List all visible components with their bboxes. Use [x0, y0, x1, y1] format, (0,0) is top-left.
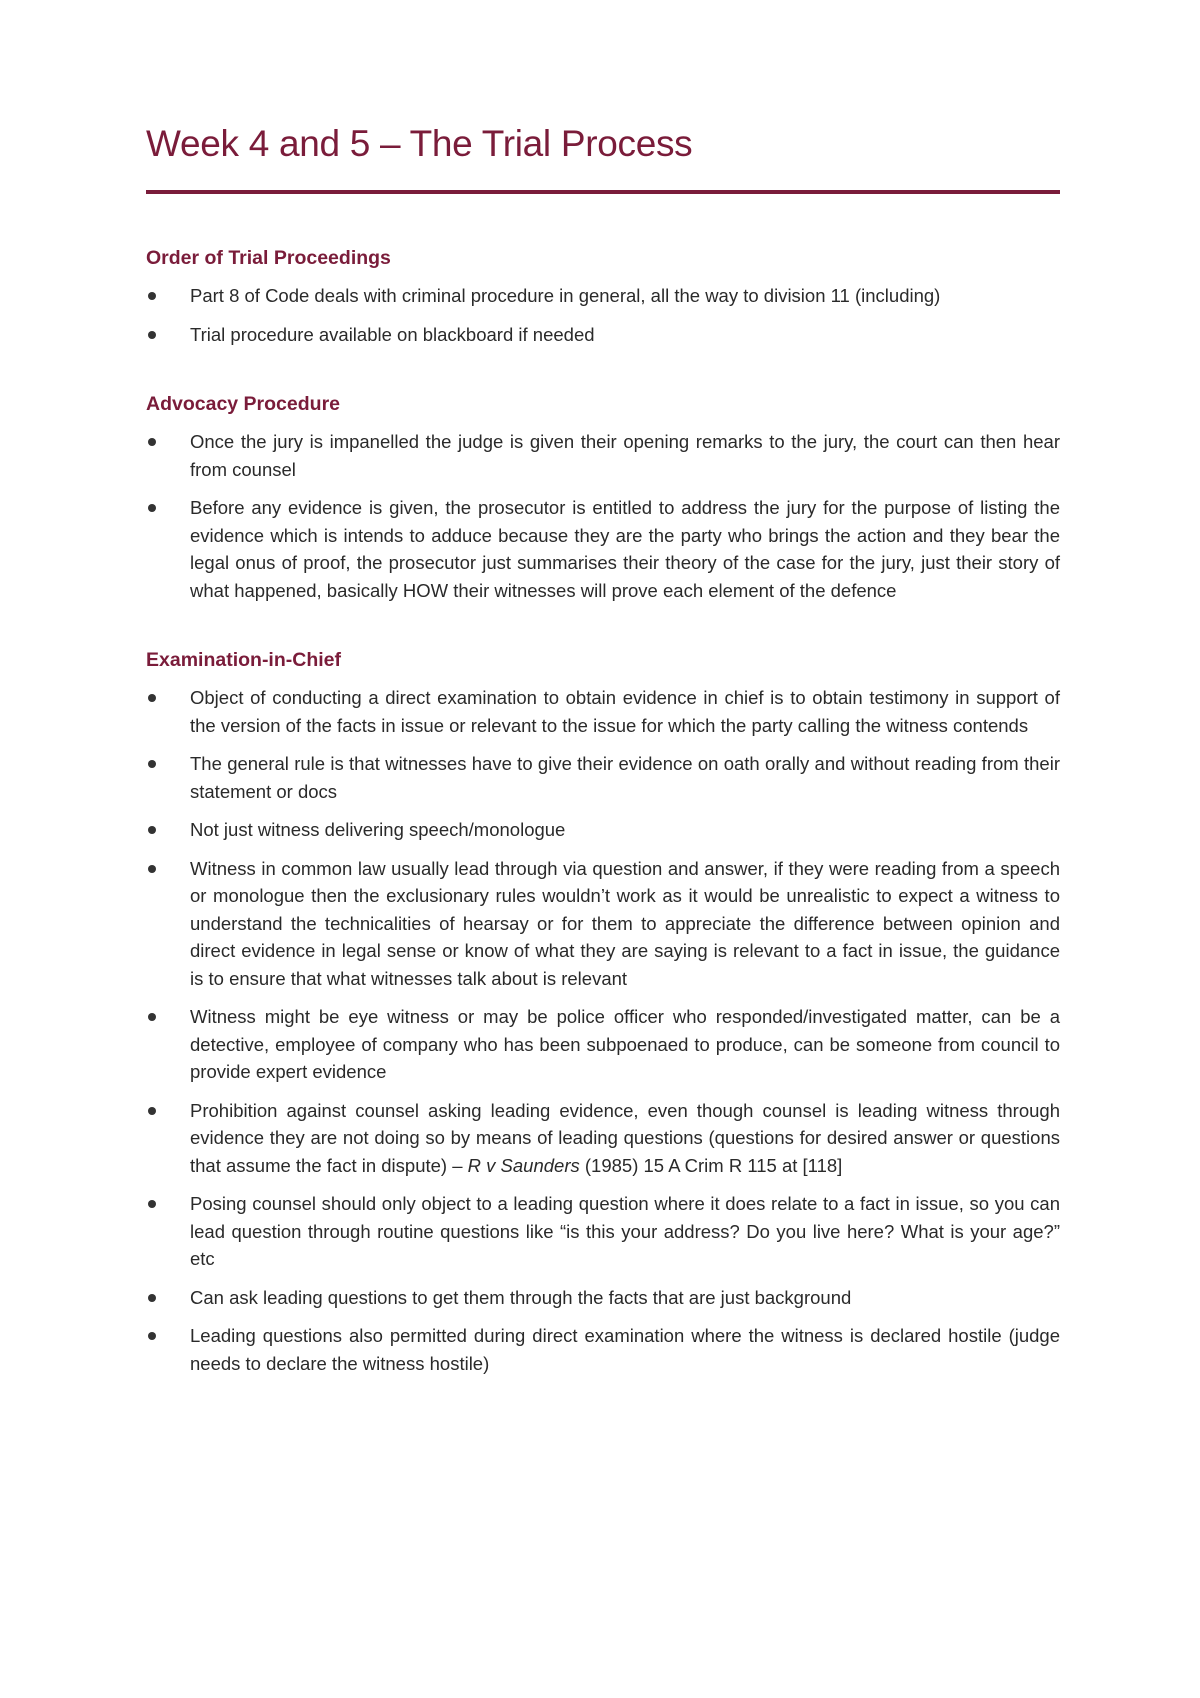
list-item-text: The general rule is that witnesses have to give their evidence on oath orally and without reading from their statement or docs: [190, 753, 1060, 802]
list-item: [146, 1003, 1060, 1086]
bullet-icon: [148, 760, 156, 768]
list-item-text: Part 8 of Code deals with criminal procedure in general, all the way to division 11 (including): [190, 285, 941, 306]
list-item: [146, 855, 1060, 993]
list-item: [146, 816, 1060, 844]
list-item-text: Leading questions also permitted during direct examination where the witness is declared hostile (judge needs to declare the witness hostile): [190, 1325, 1060, 1374]
bullet-icon: [148, 1107, 156, 1115]
bullet-icon: [148, 331, 156, 339]
section-heading: Examination-in-Chief: [146, 649, 342, 671]
list-item: [146, 684, 1060, 739]
section-advocacy-procedure: [146, 390, 1060, 604]
bullet-icon: [148, 1200, 156, 1208]
page-title: Week 4 and 5 – The Trial Process: [146, 123, 693, 164]
section-heading: Order of Trial Proceedings: [146, 247, 391, 269]
list-item: [146, 750, 1060, 805]
bullet-icon: [148, 1294, 156, 1302]
list-item-text: Once the jury is impanelled the judge is given their opening remarks to the jury, the court can then hear from counsel: [190, 431, 1060, 480]
list-item-text: Object of conducting a direct examination to obtain evidence in chief is to obtain testimony in support of the version of the facts in issue or relevant to the issue for which the party calling the witness contends: [190, 687, 1060, 736]
list-item: [146, 428, 1060, 483]
bullet-list: [146, 282, 1060, 348]
list-item-text: Witness might be eye witness or may be police officer who responded/investigated matter, can be a detective, employee of company who has been subpoenaed to produce, can be someone from council to provide expert evidence: [190, 1006, 1060, 1082]
list-item: [146, 1190, 1060, 1273]
list-item: [146, 1097, 1060, 1180]
bullet-list: [146, 684, 1060, 1377]
list-item-text: Trial procedure available on blackboard if needed: [190, 323, 595, 345]
bullet-icon: [148, 865, 156, 873]
bullet-icon: [148, 1332, 156, 1340]
list-item: [146, 1284, 1060, 1312]
bullet-icon: [148, 292, 156, 300]
list-item: [146, 494, 1060, 604]
bullet-icon: [148, 438, 156, 446]
list-item-text-after-case: (1985) 15 A Crim R 115 at [118]: [579, 1154, 843, 1176]
case-citation-name: R v Saunders: [467, 1154, 580, 1176]
bullet-icon: [148, 694, 156, 702]
bullet-icon: [148, 504, 156, 512]
list-item-text-before-case: Prohibition against counsel asking leading evidence, even though counsel is leading witness through evidence they are not doing so by means of leading questions (questions for desired answer or questions that assume the fact in dispute) –: [190, 1099, 1060, 1176]
document-page: [146, 118, 1060, 1388]
list-item-text: Can ask leading questions to get them through the facts that are just background: [190, 1286, 852, 1308]
section-heading: Advocacy Procedure: [146, 393, 341, 415]
list-item-text: Not just witness delivering speech/monologue: [190, 819, 566, 840]
section-examination-in-chief: [146, 646, 1060, 1377]
list-item-text: Witness in common law usually lead through via question and answer, if they were reading from a speech or monologue then the exclusionary rules wouldn’t work as it would be unrealistic to expect a witness to understand the technicalities of hearsay or for them to appreciate the difference between opinion and direct evidence in legal sense or know of what they are saying is relevant to a fact in issue, the guidance is to ensure that what witnesses talk about is relevant: [190, 857, 1060, 989]
section-order-of-trial-proceedings: [146, 244, 1060, 348]
bullet-icon: [148, 1013, 156, 1021]
list-item-text: Posing counsel should only object to a leading question where it does relate to a fact in issue, so you can lead question through routine questions like “is this your address? Do you live here? What is your age?” etc: [190, 1193, 1060, 1269]
list-item: [146, 282, 1060, 310]
list-item: [146, 321, 1060, 349]
title-divider: [146, 190, 1060, 194]
list-item: [146, 1322, 1060, 1377]
bullet-list: [146, 428, 1060, 604]
list-item-text: Before any evidence is given, the prosecutor is entitled to address the jury for the purpose of listing the evidence which is intends to adduce because they are the party who brings the action and they bear the legal onus of proof, the prosecutor just summarises their theory of the case for the jury, just their story of what happened, basically HOW their witnesses will prove each element of the defence: [190, 497, 1060, 601]
bullet-icon: [148, 826, 156, 834]
list-item-text: [190, 1100, 1060, 1176]
